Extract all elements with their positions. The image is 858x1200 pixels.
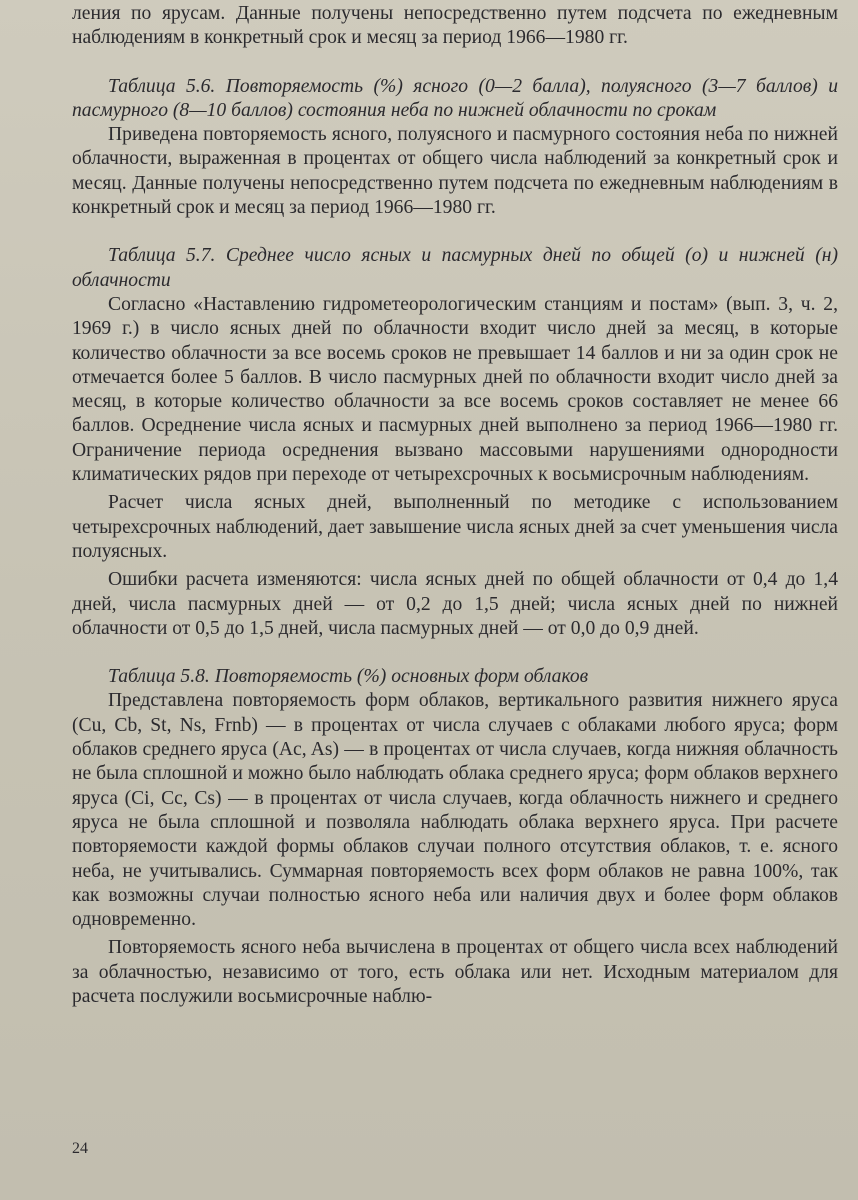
- table-5-8-paragraph-1: Представлена повторяемость форм облаков, вертикального развития нижнего яруса (Cu, Cb, St, Ns, Frnb) — в процентах от числа случаев с облаками любого яруса; форм облаков среднего яруса (Ac, As) — в процентах от числа случаев, когда нижняя облачность не была сплошной и можно было наблюдать облака среднего яруса; форм облаков верхнего яруса (Ci, Cc, Cs) — в процентах от числа случаев, когда облачность нижнего и среднего яруса не была сплошной и позволяла наблюдать облака верхнего яруса. При расчете повторяемости каждой формы облаков случаи полного отсутствия облаков, т. е. ясного неба, не учитывались. Суммарная повторяемость всех форм облаков не равна 100%, так как возможны случаи полностью ясного неба или наличия двух и более форм облаков одновременно.: [72, 690, 838, 931]
- spacer: [72, 641, 838, 665]
- table-5-6-heading: Таблица 5.6. Повторяемость (%) ясного (0—2 балла), полуясного (3—7 баллов) и пасмурного (8—10 баллов) состояния неба по нижней облачности по срокам: [72, 75, 838, 121]
- table-5-7-heading: Таблица 5.7. Среднее число ясных и пасмурных дней по общей (о) и нижней (н) облачности: [72, 245, 838, 291]
- document-page: [72, 2, 838, 1192]
- paragraph-continuation: ления по ярусам. Данные получены непосредственно путем подсчета по ежедневным наблюдениям в конкретный срок и месяц за период 1966—1980 гг.: [72, 3, 838, 49]
- table-5-8-heading: Таблица 5.8. Повторяемость (%) основных форм облаков: [108, 666, 589, 688]
- table-5-7-paragraph-1: Согласно «Наставлению гидрометеорологическим станциям и постам» (вып. 3, ч. 2, 1969 г.) в число ясных дней по облачности входит число дней за месяц, в которые количество облачности за все восемь сроков не превышает 14 баллов и ни за один срок не отмечается более 5 баллов. В число пасмурных дней по облачности входит число дней за месяц, в которые количество облачности за все восемь сроков составляет не менее 66 баллов. Осреднение числа ясных и пасмурных дней выполнено за период 1966—1980 гг. Ограничение периода осреднения вызвано массовыми нарушениями однородности климатических рядов при переходе от четырехсрочных к восьмисрочным наблюдениям.: [72, 293, 838, 486]
- table-5-7-paragraph-2: Расчет числа ясных дней, выполненный по методике с использованием четырехсрочных наблюдений, дает завышение числа ясных дней за счет уменьшения числа полуясных.: [72, 492, 838, 562]
- spacer: [72, 51, 838, 75]
- spacer: [72, 220, 838, 244]
- table-5-8-paragraph-2: Повторяемость ясного неба вычислена в процентах от общего числа всех наблюдений за облачностью, независимо от того, есть облака или нет. Исходным материалом для расчета послужили восьмисрочные наблю-: [72, 937, 838, 1007]
- table-5-6-paragraph: Приведена повторяемость ясного, полуясного и пасмурного состояния неба по нижней облачности, выраженная в процентах от общего числа наблюдений за конкретный срок и месяц. Данные получены непосредственно путем подсчета по ежедневным наблюдениям в конкретный срок и месяц за период 1966—1980 гг.: [72, 124, 838, 219]
- table-5-7-paragraph-3: Ошибки расчета изменяются: числа ясных дней по общей облачности от 0,4 до 1,4 дней, числа пасмурных дней — от 0,2 до 1,5 дней; числа ясных дней по нижней облачности от 0,5 до 1,5 дней, числа пасмурных дней — от 0,0 до 0,9 дней.: [72, 569, 838, 639]
- page-number: 24: [72, 1140, 88, 1157]
